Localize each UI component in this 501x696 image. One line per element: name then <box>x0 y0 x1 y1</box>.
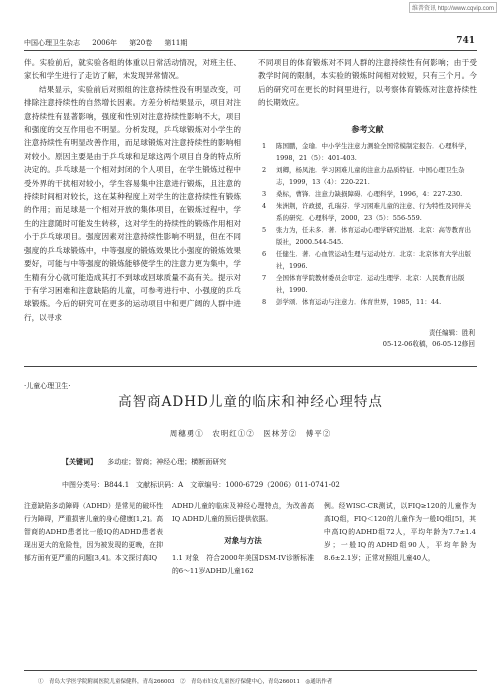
footnote: ① 青岛大学医学院附属医院儿童保健科，青岛266003 ② 青岛市妇女儿童医疗保健中心，青岛266011 ◎通讯作者 <box>38 679 333 685</box>
issue: 第11期 <box>164 39 188 47</box>
watermark: 维普资讯 http://www.cqvip.com <box>409 2 497 13</box>
reference-item: 8 彭学颂．体育运动与注意力．体育世界，1985，11：44. <box>262 298 442 306</box>
keywords-label: 【关键词】 <box>62 457 97 466</box>
journal-name: 中国心理卫生杂志 <box>24 39 80 47</box>
references-list <box>262 140 476 308</box>
year: 2006年 <box>92 39 118 47</box>
right-column <box>258 56 477 110</box>
reference-item: 3 桑标，曹锋．注意力缺损障碍．心理科学，1996，4：227-230. <box>262 190 463 198</box>
reference-item: 5 张力为，任未多．著．体育运动心理学研究进展．北京：高等教育出版社，2000.544-545. <box>262 226 471 246</box>
page-number: 741 <box>456 36 475 46</box>
paragraph: 不同项目的体育锻炼对不同人群的注意持续性有何影响；由于受教学时间的限制，本实验的锻炼时间相对较短，只有三个月。今后的研究可在更长的时间里进行，以考察体育锻炼对注意持续性的长期效应。 <box>258 58 477 108</box>
received-date: 05-12-06收稿，06-05-12修回 <box>382 340 475 348</box>
classification-line: 中图分类号：B844.1 文献标识码：A 文章编号：1000-6729（2006）011-0741-02 <box>62 481 340 489</box>
article-col-1: 注意缺陷多动障碍（ADHD）是常见的破坏性行为障碍，严重损害儿童的身心健康[1,2]。高智商的ADHD患者比一般IQ的ADHD患者表现出更大的危险性，因为被发现的更晚，在抑郁方面有更严重的问题[3,4]。本文探讨高IQ <box>24 502 163 562</box>
editor-name: 责任编辑：胜利 <box>428 329 475 337</box>
paragraph: ADHD儿童的临床及神经心理特点，为改善高IQ ADHD儿童的预后提供依据。 <box>172 502 314 523</box>
reference-item: 6 任健生．著．心血管运动生理与运动处方．北京：北京体育大学出版社，1996. <box>262 250 471 270</box>
reference-item: 2 刘卿，杨凤池．学习困难儿童的注意力品质特征．中国心理卫生杂志，1999，13（4）：220-221. <box>262 166 465 186</box>
left-column <box>24 56 241 324</box>
article-col-2 <box>172 500 314 578</box>
references-title: 参考文献 <box>351 124 384 134</box>
section-heading: 对象与方法 <box>224 536 262 545</box>
column-tag: ·儿童心理卫生· <box>24 382 71 390</box>
keywords-value: 多动症；智商；神经心理；横断面研究 <box>107 458 227 466</box>
reference-item: 4 朱洲荆，许政援，孔瑞芬．学习困难儿童的注意、行为特性及同伴关系的研究．心理科学，2000，23（5）：556-559. <box>262 202 471 222</box>
volume: 第20卷 <box>129 39 153 47</box>
section-rule <box>24 366 477 367</box>
running-header <box>24 38 197 48</box>
keywords <box>62 457 226 467</box>
paragraph: 结果显示，实验前后对照组的注意持续性没有明显改变，可排除注意持续性的自然增长因素。方差分析结果显示，项目对注意持续性有显著影响，强度和性别对注意持续性影响不大，项目和强度的交互作用也不明显。分析发现，乒乓球锻炼对小学生的注意持续性有明显改善作用，而足球锻炼对注意持续性的影响相对较小。原因主要是由于乒乓球和足球这两个项目自身的特点所决定的。乒乓球是一个相对封闭的个人项目，在学生锻炼过程中受外界的干扰相对较小，学生容易集中注意进行锻炼，且注意的持续时间相对较长，这在某种程度上对学生的注意持续性有锻炼的作用；而足球是一个相对开放的集体项目，在锻炼过程中，学生的注意随时可能发生转移，这对学生的持续性的锻炼作用相对小于乒乓球项目。强度因素对注意持续性影响不明显，但在不同强度的乒乓球锻炼中，中等强度的锻炼效果比小强度的锻炼效果要好，可能与中等强度的锻炼能够使学生的注意力更为集中，学生精有分心就可能造成其打不到球或回球质量不高有关。提示对于有学习困难和注意缺陷的儿童，可参考进行中、小强度的乒乓球锻炼。今后的研究可在更多的运动项目中和更广阔的人群中进行，以寻求 <box>24 84 241 322</box>
paragraph: 1.1 对象 符合2000年美国DSM-IV诊断标准的6～11岁ADHD儿童162 <box>172 554 314 575</box>
reference-item: 7 全国体育学院教材委员会审定．运动生理学．北京：人民教育出版社，1990. <box>262 274 465 294</box>
article-title: 高智商ADHD儿童的临床和神经心理特点 <box>118 394 383 410</box>
footnote-rule <box>24 670 477 671</box>
reference-item: 1 陈国鹏，金瑜．中小学生注意力测验全国常模制定报告．心理科学，1998，21（5）：401-403. <box>262 142 471 162</box>
header-rule <box>24 50 477 51</box>
article-col-3: 例。经WISC-CR测试，以FIQ≥120的儿童作为高IQ组，FIQ＜120的儿童作为一般IQ组[5]，其中高IQ的ADHD组72人，平均年龄为7.7±1.4岁；一般IQ的ADHD组90人，平均年龄为8.6±2.1岁；正常对照组儿童40人， <box>324 502 476 562</box>
article-authors: 周穗勇① 农明红①② 医林芳② 傅平② <box>169 429 332 438</box>
editor-note <box>275 328 475 350</box>
paragraph: 伴。实验前后，就实验各组的体重以日常活动情况，对班主任、家长和学生进行了走访了解，未发现异常情况。 <box>24 58 241 81</box>
